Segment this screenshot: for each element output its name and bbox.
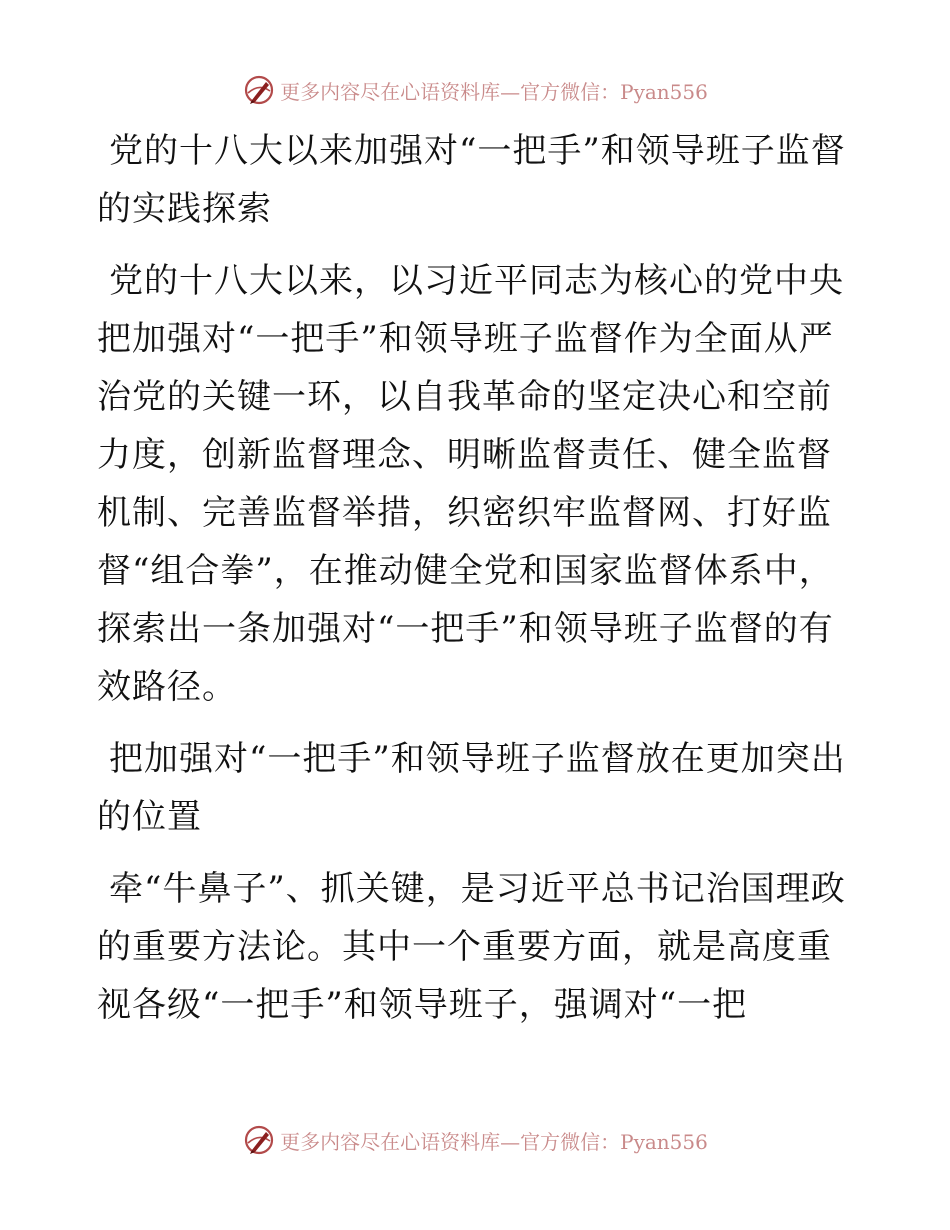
pen-globe-logo-icon xyxy=(242,1123,276,1157)
section-heading-1: 党的十八大以来加强对“一把手”和领导班子监督的实践探索 xyxy=(97,131,846,229)
pen-globe-logo-icon xyxy=(242,73,276,107)
paragraph-1: 党的十八大以来，以习近平同志为核心的党中央把加强对“一把手”和领导班子监督作为全面从严治党的关键一环，以自我革命的坚定决心和空前力度，创新监督理念、明晰监督责任、健全监督机制、完善监督举措，织密织牢监督网、打好监督“组合拳”，在推动健全党和国家监督体系中，探索出一条加强对“一把手”和领导班子监督的有效路径。 xyxy=(97,261,844,707)
document-body xyxy=(97,122,857,1048)
header-banner xyxy=(0,70,950,110)
paragraph-2: 牵“牛鼻子”、抓关键，是习近平总书记治国理政的重要方法论。其中一个重要方面，就是高度重视各级“一把手”和领导班子，强调对“一把 xyxy=(97,869,846,1025)
section-heading-2: 把加强对“一把手”和领导班子监督放在更加突出的位置 xyxy=(97,739,846,837)
footer-banner xyxy=(0,1120,950,1160)
header-banner-text: 更多内容尽在心语资料库—官方微信：Pyan556 xyxy=(280,79,708,104)
footer-banner-text: 更多内容尽在心语资料库—官方微信：Pyan556 xyxy=(280,1129,708,1154)
